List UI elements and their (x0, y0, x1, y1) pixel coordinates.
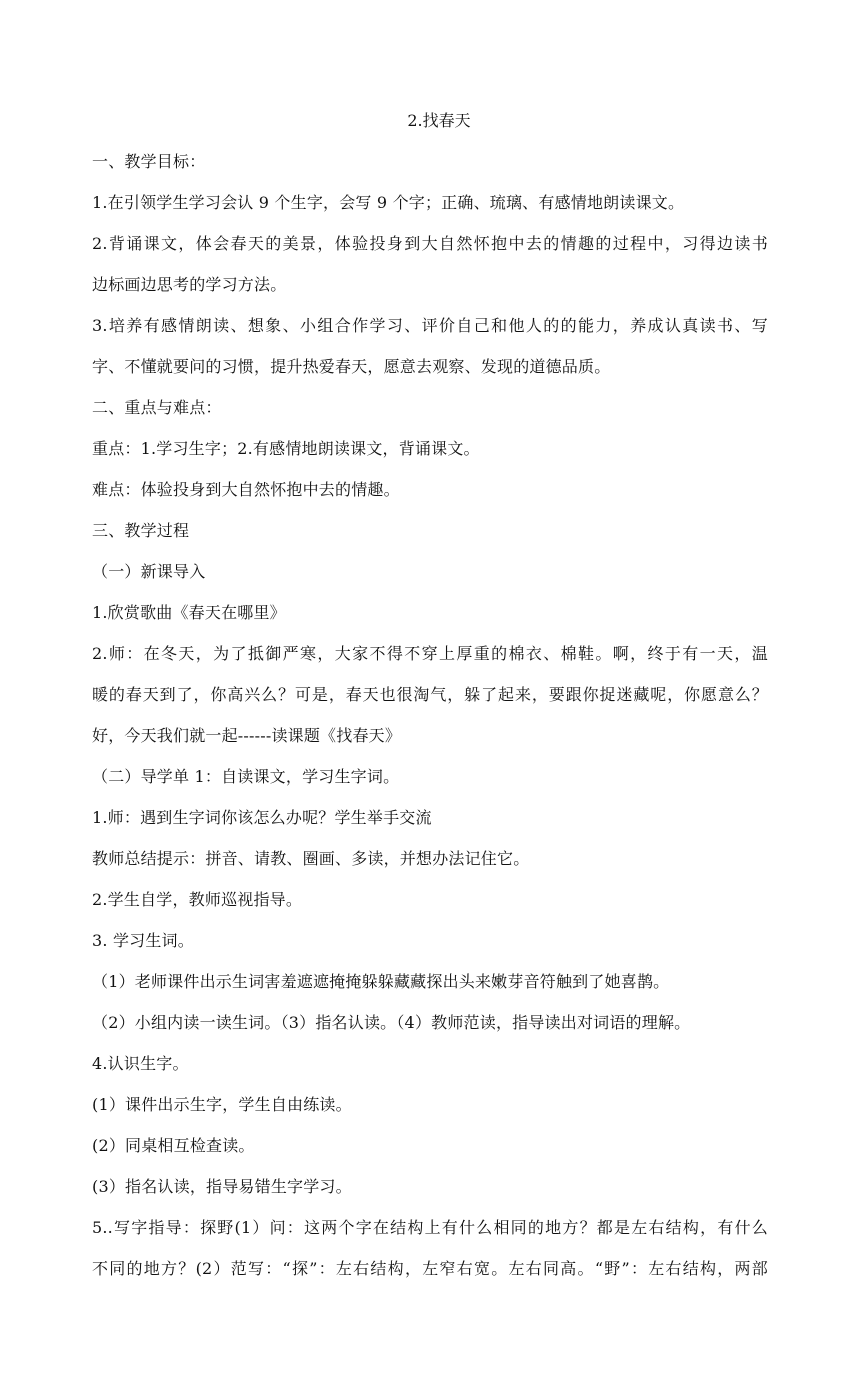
paragraph-line: 3.培养有感情朗读、想象、小组合作学习、评价自己和他人的的能力，养成认真读书、写 (92, 316, 768, 335)
paragraph-line: 重点：1.学习生字；2.有感情地朗读课文，背诵课文。 (92, 439, 480, 458)
paragraph-line: 好，今天我们就一起------读课题《找春天》 (92, 726, 402, 745)
paragraph-line: 暖的春天到了，你高兴么？可是，春天也很淘气，躲了起来，要跟你捉迷藏呢，你愿意么？ (92, 685, 768, 704)
paragraph-line: （1）老师课件出示生词害羞遮遮掩掩躲躲藏藏探出头来嫩芽音符触到了她喜鹊。 (92, 972, 670, 991)
paragraph-line: 1.师：遇到生字词你该怎么办呢？学生举手交流 (92, 808, 432, 827)
paragraph-line: 5..写字指导：探野(1）问：这两个字在结构上有什么相同的地方？都是左右结构，有什么 (92, 1218, 768, 1237)
section-heading-objectives: 一、教学目标： (92, 152, 206, 171)
subsection-heading: （一）新课导入 (92, 562, 206, 581)
paragraph-line: (3）指名认读，指导易错生字学习。 (92, 1177, 352, 1196)
paragraph-line: 1.在引领学生学习会认 9 个生字，会写 9 个字；正确、琉璃、有感情地朗读课文。 (92, 193, 685, 212)
paragraph-line: (2）同桌相互检查读。 (92, 1136, 255, 1155)
paragraph-line: 3. 学习生词。 (92, 931, 194, 950)
subsection-heading: （二）导学单 1：自读课文，学习生字词。 (92, 767, 400, 786)
paragraph-line: 教师总结提示：拼音、请教、圈画、多读，并想办法记住它。 (92, 849, 530, 868)
paragraph-line: 不同的地方？(2）范写：“探”：左右结构，左窄右宽。左右同高。“野”：左右结构，两部 (92, 1259, 768, 1278)
paragraph-line: 2.学生自学，教师巡视指导。 (92, 890, 303, 909)
paragraph-line: （2）小组内读一读生词。（3）指名认读。（4）教师范读，指导读出对词语的理解。 (92, 1013, 691, 1032)
document-title: 2.找春天 (407, 111, 471, 130)
section-heading-key-points: 二、重点与难点： (92, 398, 222, 417)
paragraph-line: 1.欣赏歌曲《春天在哪里》 (92, 603, 286, 622)
paragraph-line: 2.背诵课文，体会春天的美景，体验投身到大自然怀抱中去的情趣的过程中，习得边读书 (92, 234, 768, 253)
paragraph-line: 边标画边思考的学习方法。 (92, 275, 287, 294)
paragraph-line: (1）课件出示生字，学生自由练读。 (92, 1095, 352, 1114)
paragraph-line: 字、不懂就要问的习惯，提升热爱春天，愿意去观察、发现的道德品质。 (92, 357, 611, 376)
paragraph-line: 难点：体验投身到大自然怀抱中去的情趣。 (92, 480, 400, 499)
section-heading-process: 三、教学过程 (92, 521, 190, 540)
paragraph-line: 4.认识生字。 (92, 1054, 189, 1073)
paragraph-line: 2.师：在冬天，为了抵御严寒，大家不得不穿上厚重的棉衣、棉鞋。啊，终于有一天，温 (92, 644, 768, 663)
